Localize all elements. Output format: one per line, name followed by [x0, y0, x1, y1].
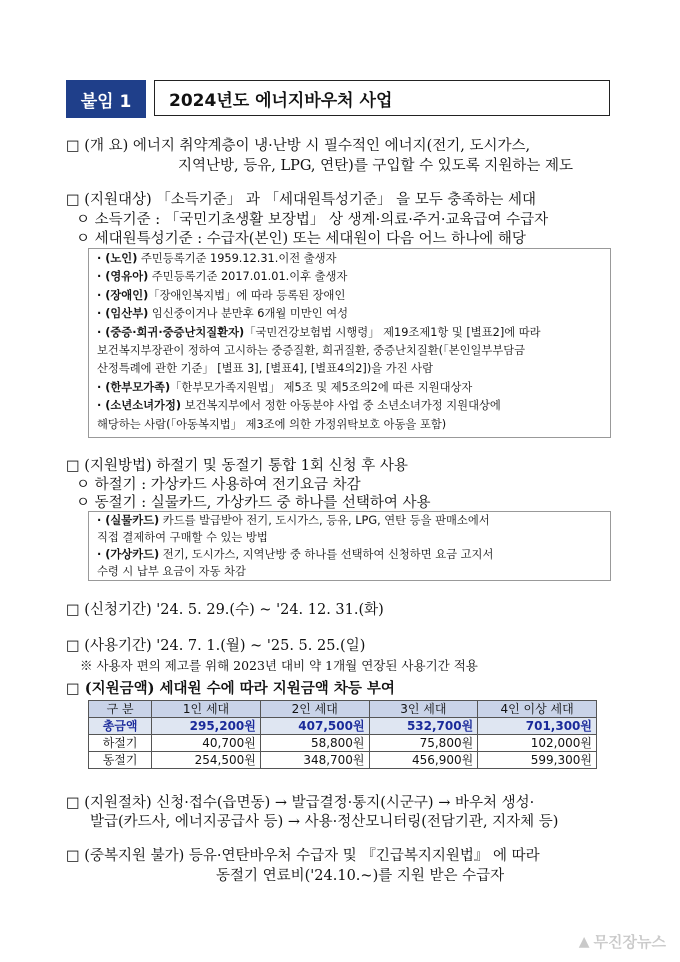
table-cell: 58,800원	[260, 735, 369, 752]
criteria-label: · (한부모가족)	[97, 380, 171, 394]
watermark-text: 무진장뉴스	[593, 933, 666, 951]
criteria-text: 주민등록기준 1959.12.31.이전 출생자	[137, 252, 337, 265]
criteria-line	[97, 513, 490, 529]
table-cell: 295,200원	[152, 718, 261, 735]
page-title: 2024년도 에너지바우처 사업	[154, 80, 610, 116]
target-line-1: □ (지원대상) 「소득기준」 과 「세대원특성기준」 을 모두 충족하는 세대	[66, 192, 537, 208]
criteria-line	[97, 269, 347, 285]
target-criteria-box	[88, 248, 611, 438]
table-cell: 동절기	[89, 752, 152, 769]
criteria-label: · (소년소녀가정)	[97, 399, 182, 413]
table-row	[89, 718, 597, 735]
table-header-cell: 4인 이상 세대	[478, 701, 597, 718]
overview-line-2: 지역난방, 등유, LPG, 연탄)를 구입할 수 있도록 지원하는 제도	[178, 158, 573, 174]
criteria-line	[97, 361, 433, 377]
criteria-label: · (실물카드)	[97, 514, 160, 527]
table-row	[89, 752, 597, 769]
method-line-1: □ (지원방법) 하절기 및 동절기 통합 1회 신청 후 사용	[66, 458, 408, 474]
table-cell: 254,500원	[152, 752, 261, 769]
table-cell: 348,700원	[260, 752, 369, 769]
target-household: ㅇ 세대원특성기준 : 수급자(본인) 또는 세대원이 다음 어느 하나에 해당	[76, 231, 526, 247]
table-cell: 102,000원	[478, 735, 597, 752]
method-card-box	[88, 511, 611, 581]
criteria-line	[97, 288, 345, 304]
criteria-text: 「장애인복지법」에 따라 등록된 장애인	[148, 288, 346, 302]
table-cell: 701,300원	[478, 718, 597, 735]
criteria-line	[97, 343, 525, 359]
criteria-text: 「국민건강보험법 시행령」 제19조제1항 및 [별표2]에 따라	[244, 325, 541, 339]
table-cell: 532,700원	[369, 718, 478, 735]
method-summer: ㅇ 하절기 : 가상카드 사용하여 전기요금 차감	[76, 477, 361, 493]
criteria-text: 보건복지부에서 정한 아동분야 사업 중 소년소녀가정 지원대상에	[181, 399, 501, 413]
criteria-label: · (임산부)	[97, 307, 149, 321]
table-cell: 하절기	[89, 735, 152, 752]
apply-period: □ (신청기간) '24. 5. 29.(수) ~ '24. 12. 31.(화)	[66, 602, 384, 618]
watermark	[579, 931, 666, 952]
attachment-tag: 붙임 1	[66, 80, 146, 118]
method-winter: ㅇ 동절기 : 실물카드, 가상카드 중 하나를 선택하여 사용	[76, 495, 431, 511]
criteria-line	[97, 417, 446, 433]
criteria-text: 산정특례에 관한 기준」 [별표 3], [별표4], [별표4의2])을 가진 사람	[97, 362, 433, 376]
criteria-text: 「한부모가족지원법」 제5조 및 제5조의2에 따른 지원대상자	[170, 380, 473, 394]
table-row	[89, 735, 597, 752]
table-header-cell: 구 분	[89, 701, 152, 718]
criteria-label: · (중증·희귀·중증난치질환자)	[97, 325, 245, 339]
procedure-line-2: 발급(카드사, 에너지공급사 등) → 사용·정산모니터링(전담기관, 지자체 등)	[90, 814, 559, 830]
procedure-line-1: □ (지원절차) 신청·접수(읍면동) → 발급결정·통지(시군구) → 바우처 생성·	[66, 795, 535, 811]
use-period-note: ※ 사용자 편의 제고를 위해 2023년 대비 약 1개월 연장된 사용기간 적용	[80, 658, 478, 673]
criteria-line	[97, 325, 541, 341]
table-cell: 599,300원	[478, 752, 597, 769]
criteria-text: 전기, 도시가스, 지역난방 중 하나를 선택하여 신청하면 요금 고지서	[159, 548, 494, 561]
amount-table	[88, 700, 597, 769]
duplicate-line-1: □ (중복지원 불가) 등유·연탄바우처 수급자 및 『긴급복지지원법』 에 따라	[66, 848, 540, 864]
criteria-line	[97, 306, 348, 322]
table-cell: 40,700원	[152, 735, 261, 752]
criteria-text: 주민등록기준 2017.01.01.이후 출생자	[148, 270, 348, 284]
table-cell: 456,900원	[369, 752, 478, 769]
mountain-icon: ▲	[578, 933, 590, 950]
criteria-line	[97, 380, 472, 396]
target-income: ㅇ 소득기준 : 「국민기초생활 보장법」 상 생계·의료·주거·교육급여 수급자	[76, 212, 549, 228]
criteria-label: · (장애인)	[97, 288, 149, 302]
table-cell: 407,500원	[260, 718, 369, 735]
criteria-text: 직접 결제하여 구매할 수 있는 방법	[97, 531, 268, 544]
table-header-cell: 1인 세대	[152, 701, 261, 718]
use-period: □ (사용기간) '24. 7. 1.(월) ~ '25. 5. 25.(일)	[66, 638, 366, 654]
overview-line-1: □ (개 요) 에너지 취약계층이 냉·난방 시 필수적인 에너지(전기, 도시가스,	[66, 138, 531, 154]
criteria-line	[97, 547, 493, 563]
table-cell: 75,800원	[369, 735, 478, 752]
criteria-text: 해당하는 사람(「아동복지법」 제3조에 의한 가정위탁보호 아동을 포함)	[97, 417, 447, 431]
criteria-label: · (영유아)	[97, 270, 149, 284]
criteria-text: 카드를 발급받아 전기, 도시가스, 등유, LPG, 연탄 등을 판매소에서	[159, 514, 490, 527]
criteria-text: 보건복지부장관이 정하여 고시하는 중증질환, 희귀질환, 중증난치질환(「본인일부부담금	[97, 344, 526, 357]
criteria-text: 수령 시 납부 요금이 자동 차감	[97, 565, 246, 578]
table-cell: 총금액	[89, 718, 152, 735]
duplicate-line-2: 동절기 연료비('24.10.~)를 지원 받은 수급자	[216, 868, 505, 884]
criteria-line	[97, 398, 501, 414]
criteria-line	[97, 530, 268, 546]
table-header-row	[89, 701, 597, 718]
criteria-line	[97, 251, 336, 267]
criteria-line	[97, 564, 246, 580]
table-header-cell: 2인 세대	[260, 701, 369, 718]
criteria-label: · (가상카드)	[97, 548, 160, 561]
table-header-cell: 3인 세대	[369, 701, 478, 718]
criteria-label: · (노인)	[97, 252, 138, 265]
amount-title: □ (지원금액) 세대원 수에 따라 지원금액 차등 부여	[66, 680, 395, 697]
criteria-text: 임신중이거나 분만후 6개월 미만인 여성	[148, 307, 349, 321]
